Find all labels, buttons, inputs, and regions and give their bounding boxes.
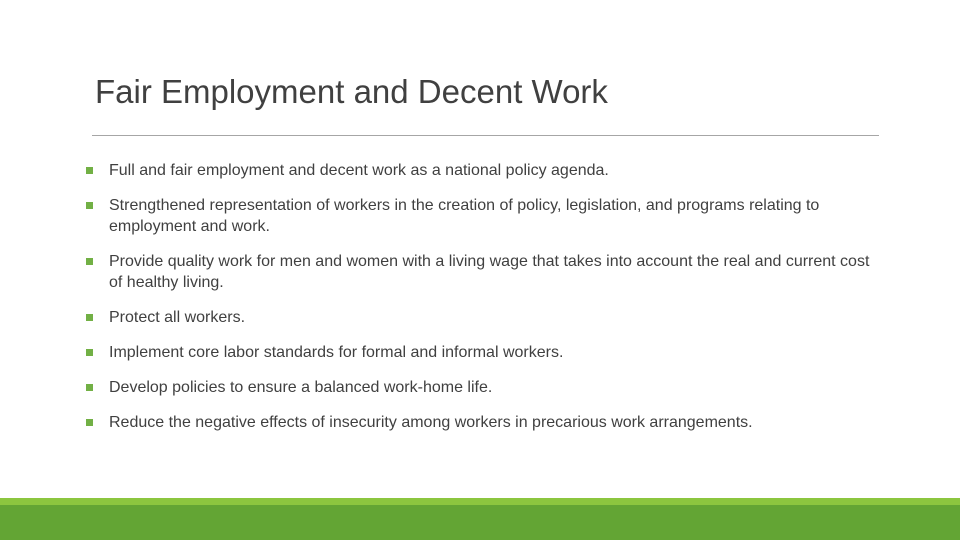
bullet-text: Develop policies to ensure a balanced work-home life. [109,379,493,396]
bullet-list [86,160,876,447]
bullet-item [86,307,876,328]
bullet-item [86,412,876,433]
bullet-item [86,160,876,181]
bullet-text: Reduce the negative effects of insecurity among workers in precarious work arrangements. [109,414,753,431]
footer-accent-highlight [0,498,960,505]
title-divider [92,135,879,136]
footer-accent-band [0,498,960,540]
square-bullet-icon [86,419,93,426]
square-bullet-icon [86,258,93,265]
bullet-text: Strengthened representation of workers in the creation of policy, legislation, and programs relating to employment and work. [109,197,820,235]
bullet-text: Provide quality work for men and women with a living wage that takes into account the real and current cost of healthy living. [109,253,870,291]
slide-title: Fair Employment and Decent Work [95,73,608,110]
bullet-text: Implement core labor standards for formal and informal workers. [109,344,564,361]
bullet-text: Full and fair employment and decent work as a national policy agenda. [109,162,609,179]
square-bullet-icon [86,349,93,356]
bullet-text: Protect all workers. [109,309,246,326]
bullet-item [86,195,876,237]
square-bullet-icon [86,167,93,174]
bullet-item [86,377,876,398]
square-bullet-icon [86,384,93,391]
square-bullet-icon [86,314,93,321]
square-bullet-icon [86,202,93,209]
bullet-item [86,342,876,363]
bullet-item [86,251,876,293]
